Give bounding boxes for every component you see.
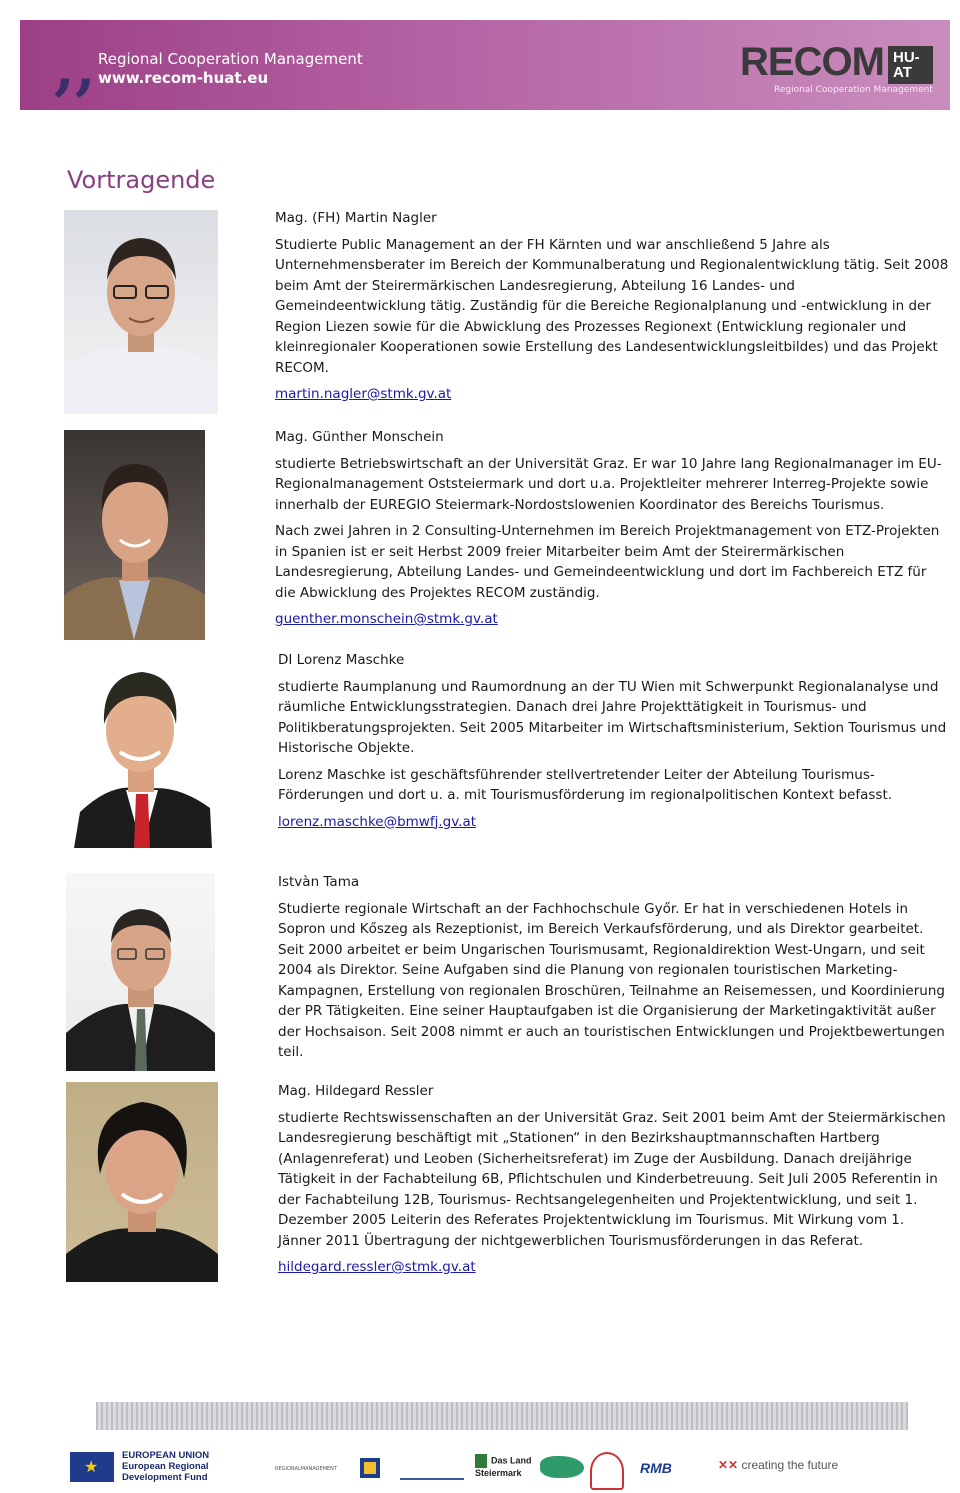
speaker-paragraph: studierte Betriebswirtschaft an der Universität Graz. Er war 10 Jahre lang Regionalmanager im EU-Regionalmanagement Oststeiermark und dort u.a. Projektleiter mehrerer Interreg-Projekte sowie innerhalb der EUREGIO Steiermark-Nordostslowenien Koordinator des Bereichs Tourismus. <box>275 455 942 513</box>
footer-funding-note <box>96 1402 908 1430</box>
speaker-bio-tama <box>278 872 950 1069</box>
speaker-paragraph: Studierte Public Management an der FH Kärnten und war anschließend 5 Jahre als Unternehmensberater im Bereich der Kommunalberatung und Regionalentwicklung tätig. Seit 2008 beim Amt der Steirermärkischen Landesregierung, Abteilung 16 Landes- und Gemeindeentwicklung tätig. Zuständig für die Bereiche Regionalplanung und -entwicklung in der Region Liezen sowie für die Abwicklung des Prozesses Regionext (Entwicklung regionaler und kleinregionaler Kooperationen sowie Erstellung des Landesentwicklungsleitbildes) und das Projekt RECOM. <box>275 236 949 376</box>
eu-line2: European Regional <box>122 1461 209 1472</box>
header-org-url: www.recom-huat.eu <box>98 69 269 87</box>
speaker-paragraph: Nach zwei Jahren in 2 Consulting-Unternehmen im Bereich Projektmanagement von ETZ-Projekten in Spanien ist er seit Herbst 2009 freier Mitarbeiter beim Amt der Steirermärkischen Landesregierung, Abteilung Landes- und Gemeindeentwicklung und dort im Fachbereich ETZ für die Abwicklung des Projektes RECOM zuständig. <box>275 523 940 601</box>
speaker-paragraph: Lorenz Maschke ist geschäftsführender stellvertretender Leiter der Abteilung Tourismus-Förderungen und dort u. a. mit Tourismusförderung im regionalpolitischen Kontext befasst. <box>278 766 893 803</box>
shield-logo-icon <box>590 1452 624 1490</box>
steiermark-logo: Das Land Steiermark <box>475 1454 535 1478</box>
recom-logo-text: RECOM <box>740 40 884 84</box>
header-banner <box>20 20 950 110</box>
eu-line1: EUROPEAN UNION <box>122 1450 210 1461</box>
speaker-paragraph: studierte Rechtswissenschaften an der Universität Graz. Seit 2001 beim Amt der Steiermärkischen Landesregierung beschäftigt mit „Stationen“ in den Bezirkshauptmannschaften Hartberg (Anlagenreferat) und Leoben (Sicherheitsreferat) im Zuge der Ausbildung. Danach dreijährige Tätigkeit in der Fachabteilung 6B, Pflichtschulen und Kinderbetreuung. Seit Juli 2005 Referentin in der Fachabteilung 12B, Tourismus- Rechtsangelegenheiten und Projektentwicklung, und seit 1. Dezember 2005 Leiterin des Referates Projektentwicklung im Tourismus. Mit Wirkung vom 1. Jänner 2011 Übertragung der nichtgewerblichen Tourismusförderungen in das Referat. <box>278 1109 946 1249</box>
speaker-bio-ressler <box>278 1081 950 1284</box>
portrait-icon <box>64 210 218 414</box>
speaker-name: Mag. (FH) Martin Nagler <box>275 210 437 226</box>
map-logo-icon <box>540 1456 584 1478</box>
speaker-email-link[interactable]: guenther.monschein@stmk.gv.at <box>275 611 498 627</box>
burgenland-logo-icon <box>400 1464 464 1480</box>
speaker-bio-maschke <box>278 650 950 838</box>
noe-logo-icon <box>360 1458 380 1478</box>
page-title: Vortragende <box>67 166 216 194</box>
speaker-paragraph: Studierte regionale Wirtschaft an der Fachhochschule Győr. Er hat in verschiedenen Hotels in Sopron und Kőszeg als Rezeptionist, im Bereich Verkaufsförderung, und als Direktor gearbeitet. Seit 2000 arbeitet er beim Ungarischen Tourismusamt, Regionaldirektion West-Ungarn, und seit 2004 als Direktor. Seine Aufgaben sind die Planung von regionalen touristischen Marketing-Kampagnen, Erstellung von regionalen Broschüren, Teilnahme an Reisemessen, und Koordinierung der PR Tätigkeiten. Eine seiner Hauptaufgaben ist die Organisierung der Marketingaktivität außer der Hochsaison. Seit 2008 nimmt er auch an touristischen Entwicklungen und Projektbewertungen teil. <box>278 900 945 1060</box>
speaker-photo-ressler <box>66 1082 218 1282</box>
regionalmanagement-logo: REGIONALMANAGEMENT <box>275 1466 337 1472</box>
eu-flag-icon <box>70 1452 114 1482</box>
quote-logo-icon: ,, <box>54 33 96 103</box>
portrait-icon <box>66 1082 218 1282</box>
speaker-photo-maschke <box>64 662 212 848</box>
rmb-logo: RMB <box>640 1460 672 1476</box>
speaker-bio-monschein <box>275 427 950 636</box>
creating-future-logo <box>718 1458 838 1472</box>
portrait-icon <box>64 430 205 640</box>
header-org-name: Regional Cooperation Management <box>98 50 363 68</box>
speaker-email-link[interactable]: lorenz.maschke@bmwfj.gv.at <box>278 813 477 830</box>
footer-logos <box>70 1450 940 1490</box>
eu-logo-text <box>122 1450 209 1483</box>
speaker-name: DI Lorenz Maschke <box>278 652 405 668</box>
speaker-photo-monschein <box>64 430 205 640</box>
speaker-email-link[interactable]: martin.nagler@stmk.gv.at <box>275 386 452 402</box>
portrait-icon <box>64 662 212 848</box>
speaker-name: Mag. Hildegard Ressler <box>278 1083 434 1099</box>
creating-future-mark-icon: ✕✕ <box>718 1458 739 1472</box>
header-org <box>98 50 363 88</box>
speaker-photo-tama <box>66 873 215 1071</box>
speaker-email-link[interactable]: hildegard.ressler@stmk.gv.at <box>278 1259 476 1275</box>
recom-logo-badge: HU-AT <box>888 46 933 84</box>
speaker-paragraph: studierte Raumplanung und Raumordnung an der TU Wien mit Schwerpunkt Regionalanalyse und räumliche Entwicklungsstrategien. Danach drei Jahre Projekttätigkeit in Tourismus- und Politikberatungsprojekten. Seit 2005 Mitarbeiter im Wirtschaftsministerium, Sektion Tourismus und Historische Objekte. <box>278 678 947 756</box>
eu-logo <box>70 1450 209 1483</box>
recom-logo-subtitle: Regional Cooperation Management <box>774 85 933 95</box>
speaker-bio-nagler <box>275 208 950 411</box>
eu-line3: Development Fund <box>122 1472 208 1483</box>
portrait-icon <box>66 873 215 1071</box>
speaker-name: Mag. Günther Monschein <box>275 429 444 445</box>
creating-future-text: creating the future <box>741 1458 839 1472</box>
recom-logo <box>740 42 933 95</box>
speaker-photo-nagler <box>64 210 218 414</box>
speaker-name: Istvàn Tama <box>278 874 360 890</box>
